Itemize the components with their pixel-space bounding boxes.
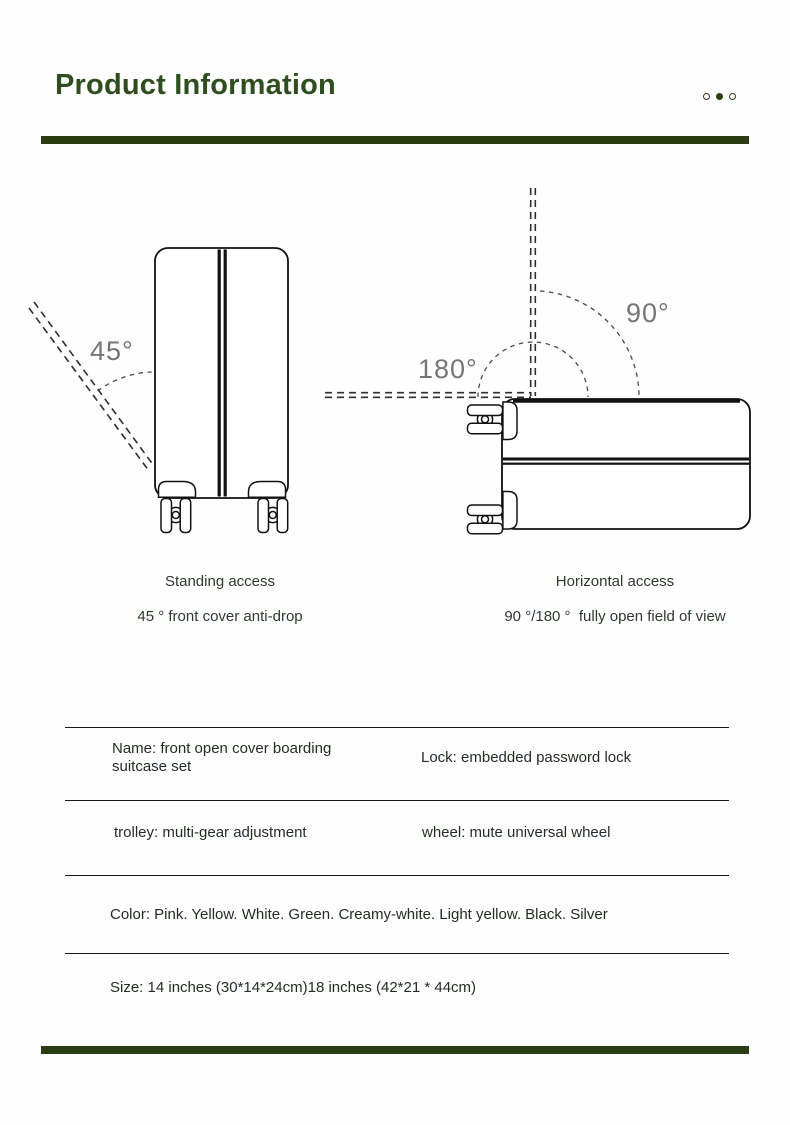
pagination-dot-3[interactable] [729, 93, 736, 100]
front-seam-line-right [224, 250, 227, 497]
wheel-right [258, 499, 288, 533]
spec-divider-3 [65, 875, 729, 876]
spec-divider-4 [65, 953, 729, 954]
spec-name: Name: front open cover boarding suitcase set [112, 740, 332, 776]
wheel-housing-right [249, 482, 286, 498]
spec-size: Size: 14 inches (30*14*24cm)18 inches (42*21 * 44cm) [110, 979, 477, 996]
front-seam-line-left [218, 250, 221, 497]
horizontal-suitcase-diagram [320, 170, 780, 560]
angle-90-arc [540, 291, 639, 395]
wheel-housing-top [503, 402, 517, 440]
spec-wheel: wheel: mute universal wheel [422, 824, 611, 841]
page-title: Product Information [55, 69, 336, 101]
standing-suitcase-diagram [20, 180, 310, 560]
angle-45-arc [98, 372, 152, 391]
angle-90-label: 90° [626, 298, 670, 328]
wheel-bottom [468, 505, 503, 534]
spec-divider-1 [65, 727, 729, 728]
horizontal-access-subcaption: 90 °/180 ° fully open field of view [504, 608, 726, 625]
spec-lock: Lock: embedded password lock [421, 749, 632, 766]
angle-45-label: 45° [90, 336, 134, 366]
spec-color: Color: Pink. Yellow. White. Green. Creamy-white. Light yellow. Black. Silver [110, 906, 608, 923]
suitcase-body-side [502, 399, 750, 529]
bottom-divider-bar [41, 1046, 749, 1054]
wheel-housing-left [159, 482, 196, 498]
wheel-left [161, 499, 191, 533]
wheel-housing-bottom [503, 492, 517, 530]
standing-access-subcaption: 45 ° front cover anti-drop [137, 608, 303, 625]
standing-access-caption: Standing access [164, 573, 276, 590]
angle-180-label: 180° [418, 354, 478, 384]
top-divider-bar [41, 136, 749, 144]
pagination-dots [703, 93, 736, 100]
open-cover-dashed-line [29, 302, 154, 471]
angle-180-arc [478, 342, 588, 397]
wheel-top [468, 405, 503, 434]
lid-90-dashed-line [531, 188, 536, 396]
suitcase-body-front [155, 248, 288, 498]
pagination-dot-1[interactable] [703, 93, 710, 100]
lid-180-dashed-line [325, 393, 531, 398]
side-seam-line-top [503, 458, 749, 461]
horizontal-access-caption: Horizontal access [555, 573, 675, 590]
spec-trolley: trolley: multi-gear adjustment [114, 824, 307, 841]
spec-divider-2 [65, 800, 729, 801]
side-seam-line-bottom [503, 463, 749, 465]
pagination-dot-2-active[interactable] [716, 93, 723, 100]
spec-table [65, 727, 729, 1042]
